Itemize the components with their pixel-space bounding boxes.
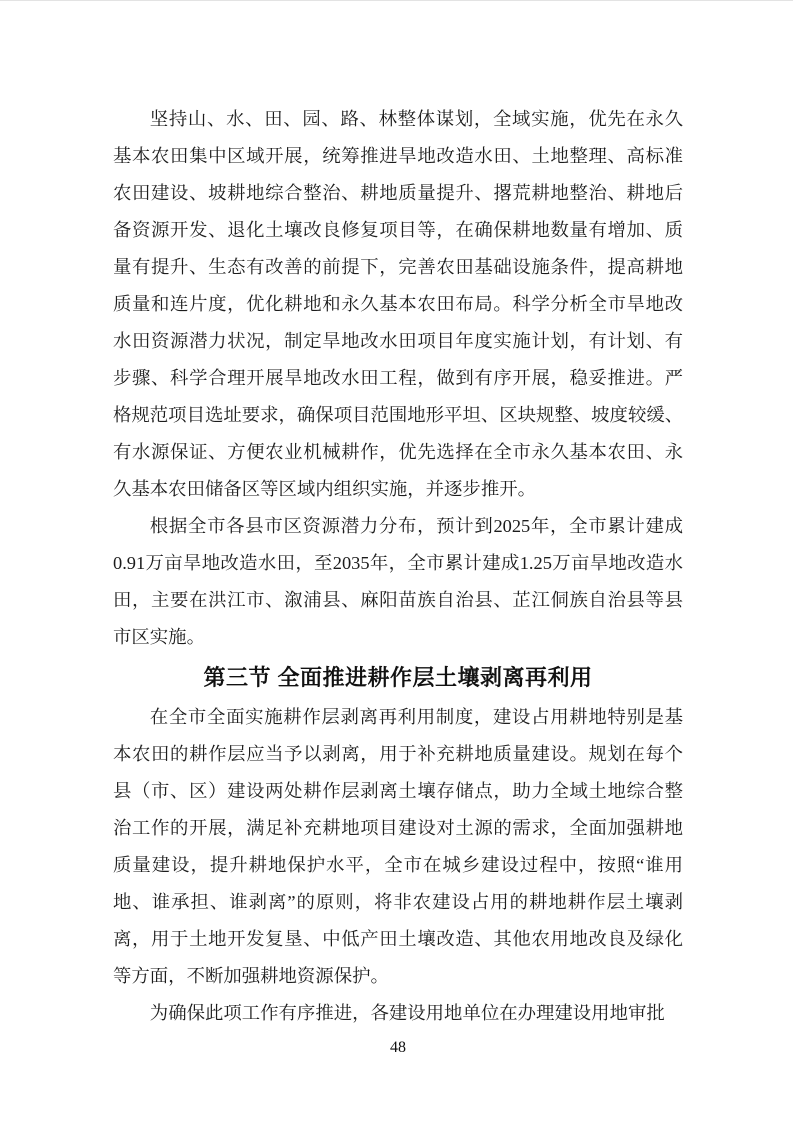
- text-line: 基本农田集中区域开展，统筹推进旱地改造水田、土地整理、高标准: [113, 146, 683, 166]
- text-line: 本农田的耕作层应当予以剥离，用于补充耕地质量建设。规划在每个: [113, 744, 683, 764]
- page-number: 48: [390, 1039, 406, 1056]
- text-line: 水田资源潜力状况，制定旱地改水田项目年度实施计划，有计划、有: [113, 331, 683, 351]
- text-line: 在全市全面实施耕作层剥离再利用制度，建设占用耕地特别是基: [149, 707, 683, 727]
- paragraph-1: [113, 101, 683, 508]
- text-line: 田，主要在洪江市、溆浦县、麻阳苗族自治县、芷江侗族自治县等县: [113, 590, 683, 610]
- text-line: 市区实施。: [113, 627, 205, 647]
- text-line: 地、谁承担、谁剥离”的原则，将非农建设占用的耕地耕作层土壤剥: [113, 892, 683, 912]
- paragraph-3: [113, 699, 683, 995]
- section-heading: 第三节 全面推进耕作层土壤剥离再利用: [203, 665, 593, 690]
- text-line: 等方面，不断加强耕地资源保护。: [113, 966, 389, 986]
- text-line: 步骤、科学合理开展旱地改水田工程，做到有序开展，稳妥推进。严: [113, 368, 683, 388]
- text-line: 格规范项目选址要求，确保项目范围地形平坦、区块规整、坡度较缓、: [113, 405, 684, 425]
- text-line: 农田建设、坡耕地综合整治、耕地质量提升、撂荒耕地整治、耕地后: [113, 183, 683, 203]
- text-line: 县（市、区）建设两处耕作层剥离土壤存储点，助力全域土地综合整: [113, 781, 683, 801]
- text-line: 坚持山、水、田、园、路、林整体谋划，全域实施，优先在永久: [149, 109, 683, 129]
- text-line: 质量建设，提升耕地保护水平，全市在城乡建设过程中，按照“谁用: [113, 855, 683, 875]
- text-line: 有水源保证、方便农业机械耕作，优先选择在全市永久基本农田、永: [113, 442, 683, 462]
- page-body: [113, 101, 683, 1032]
- text-line: 根据全市各县市区资源潜力分布，预计到2025年，全市累计建成: [149, 516, 683, 536]
- text-line: 离，用于土地开发复垦、中低产田土壤改造、其他农用地改良及绿化: [113, 929, 683, 949]
- text-line: 久基本农田储备区等区域内组织实施，并逐步推开。: [113, 479, 536, 499]
- paragraph-4: [113, 995, 683, 1032]
- text-line: 量有提升、生态有改善的前提下，完善农田基础设施条件，提高耕地: [113, 257, 683, 277]
- text-line: 为确保此项工作有序推进，各建设用地单位在办理建设用地审批: [149, 1003, 665, 1023]
- text-line: 治工作的开展，满足补充耕地项目建设对土源的需求，全面加强耕地: [113, 818, 683, 838]
- text-line: 质量和连片度，优化耕地和永久基本农田布局。科学分析全市旱地改: [113, 294, 683, 314]
- text-line: 备资源开发、退化土壤改良修复项目等，在确保耕地数量有增加、质: [113, 220, 683, 240]
- paragraph-2: [113, 508, 683, 656]
- text-line: 0.91万亩旱地改造水田，至2035年，全市累计建成1.25万亩旱地改造水: [113, 553, 683, 573]
